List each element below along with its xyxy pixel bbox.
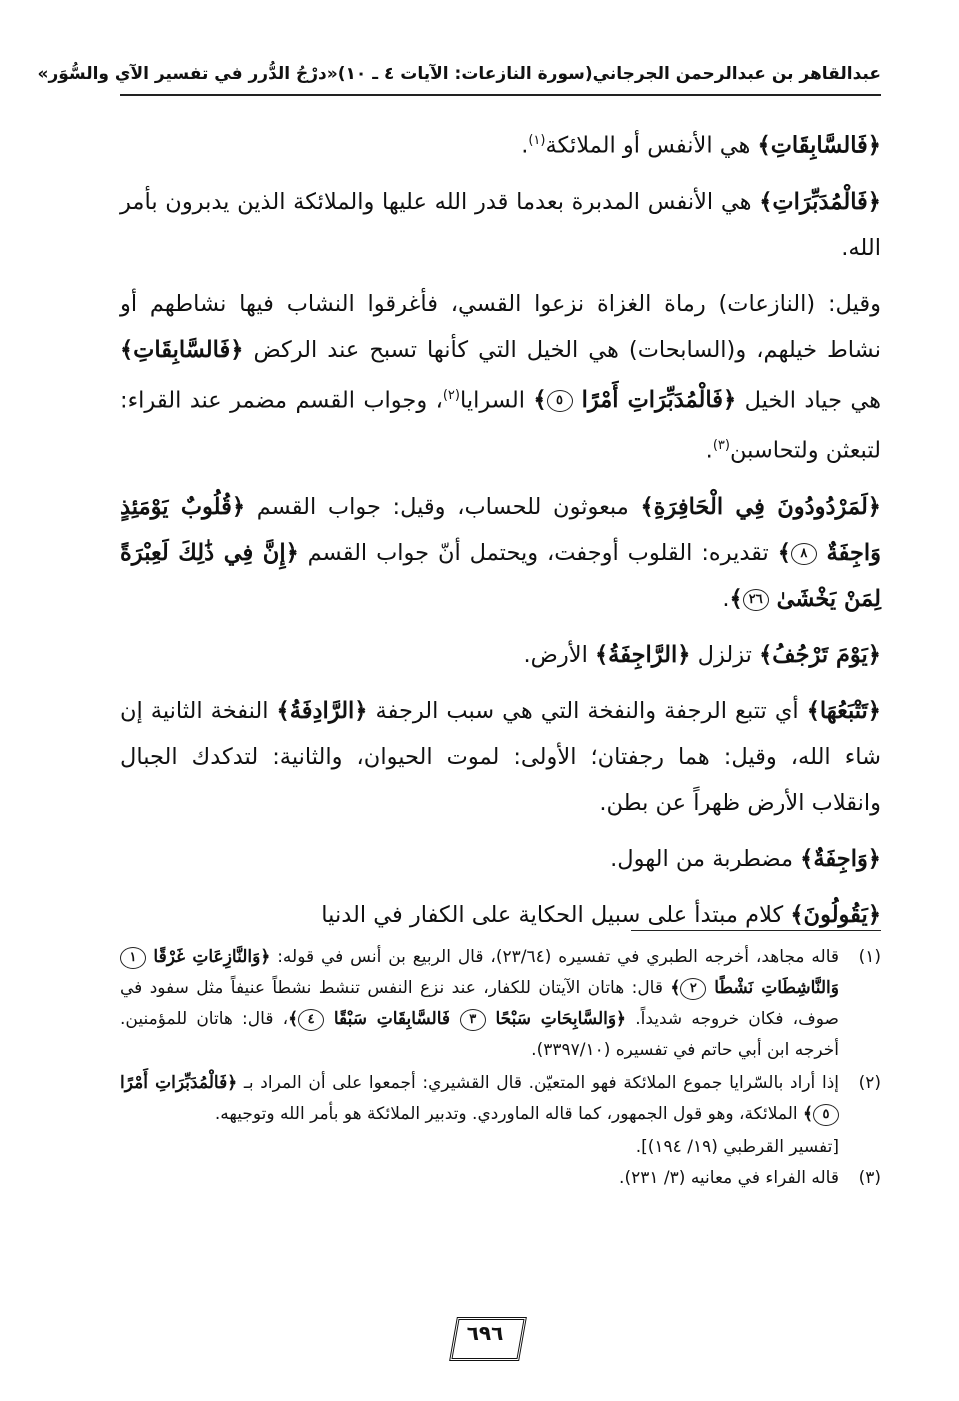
paragraph-text: تقديره: القلوب أوجفت، ويحتمل أنّ جواب القسم [298, 539, 778, 566]
paragraph-text: النفخة الثانية إن شاء الله، وقيل: هما رجفتان؛ الأولى: لموت الحيوان، والثانية: لتدكدك الجبال وانقلاب الأرض ظهراً عن بطن. [120, 697, 881, 816]
quran-quote: ﴿وَاجِفَةٌ﴾ [800, 845, 881, 872]
footnote-ref: (٢) [442, 387, 460, 403]
footnote-divider [631, 930, 881, 931]
paragraph-text: ، وجواب القسم مضمر عند القراء: لتبعثن ولتحاسبن [120, 387, 881, 464]
footnote-number: (٣) [858, 1168, 881, 1188]
paragraph-text: هي الأنفس المدبرة بعدما قدر الله عليها والملائكة الذين يدبرون بأمر الله. [120, 188, 881, 261]
quran-quote: ﴿تَتْبَعُهَا﴾ [806, 697, 881, 724]
quran-quote-text: ﴿قُلُوبٌ يَوْمَئِذٍ وَاجِفَةٌ [120, 493, 881, 566]
quran-quote: ﴿يَقُولُونَ﴾ [790, 901, 881, 928]
footnote-span: ، قال: هاتان للمؤمنين. أخرجه ابن أبي حاتم في تفسيره (٣٣٩٧/١٠). [120, 1009, 839, 1060]
paragraph [120, 484, 881, 622]
footnote-citation: [تفسير القرطبي (١٩/ ١٩٤)]. [635, 1137, 839, 1157]
quran-quote: ﴿فَالسَّابِقَاتِ﴾ [120, 336, 244, 363]
footnote [120, 1068, 881, 1130]
paragraph [120, 179, 881, 271]
footnote-text [120, 942, 839, 1066]
header-author: عبدالقاهر بن عبدالرحمن الجرجاني [592, 64, 881, 84]
running-header [37, 58, 881, 90]
quran-quote: ﴿لَمَرْدُودُونَ فِي الْحَافِرَةِ﴾ [640, 493, 881, 520]
verse-number-marker: ٥ [813, 1104, 839, 1126]
paragraph-text: . [705, 437, 713, 464]
verse-number-marker: ٢٦ [743, 589, 769, 611]
quran-bracket: ﴾ [533, 387, 547, 413]
footnote-text: قاله الفراء في معانيه (٣/ ٢٣١). [619, 1168, 839, 1188]
quran-quote-text: ﴿وَالنَّازِعَاتِ غَرْقًا [153, 947, 271, 967]
quran-quote [533, 387, 736, 413]
quran-quote [288, 1009, 626, 1029]
main-text [120, 118, 881, 948]
quran-quote: ﴿فَالْمُدَبِّرَاتِ﴾ [759, 188, 881, 215]
quran-quote: ﴿يَوْمَ تَرْجُفُ﴾ [759, 641, 881, 668]
paragraph-text: . [722, 585, 730, 612]
quran-bracket: ﴾ [729, 585, 743, 612]
footnote-span: قال: هاتان الآيتان للكفار، عند نزع النفس تنشط نشطاً عنيفاً مثل سفود في صوف، فكان خروجه شديداً. [120, 978, 839, 1029]
paragraph-text: الأرض. [523, 641, 595, 668]
paragraph-text: كلام مبتدأ على سبيل الحكاية على الكفار في الدنيا [321, 901, 791, 928]
paragraph-text: هي الأنفس أو الملائكة [545, 132, 758, 159]
quran-quote-text: وَالنَّاشِطَاتِ نَشْطًا [714, 978, 839, 998]
verse-number-marker: ٨ [791, 543, 817, 565]
quran-quote: ﴿الرَّادِفَةُ﴾ [276, 697, 368, 724]
paragraph-text: أي تتبع الرجفة والنفخة التي هي سبب الرجفة [367, 697, 807, 724]
quran-quote-text: ﴿وَالسَّابِحَاتِ سَبْحًا [495, 1009, 627, 1029]
verse-number-marker: ٤ [298, 1009, 324, 1031]
footnote [120, 942, 881, 1066]
footnotes [120, 942, 881, 1196]
quran-quote: ﴿الرَّاجِفَةُ﴾ [594, 641, 691, 668]
quran-bracket: ﴾ [288, 1009, 299, 1029]
header-surah: (سورة النازعات: الآيات ٤ ـ ١٠) [337, 64, 593, 84]
page-number-ornament [445, 1313, 525, 1359]
quran-quote: ﴿فَالسَّابِقَاتِ﴾ [757, 132, 881, 159]
paragraph [120, 281, 881, 474]
footnote-span: الملائكة، وهو قول الجمهور، كما قاله الماوردي. وتدبير الملائكة هو بأمر الله وتوجيهه. [214, 1104, 804, 1124]
quran-bracket: ﴾ [803, 1104, 813, 1124]
header-book-title: «درْجُ الدُّرر في تفسير الآي والسُّوَر» [37, 64, 338, 84]
paragraph-text: وقيل: (النازعات) رماة الغزاة نزعوا القسي، فأغرقوا النشاب فيها نشاطهم أو نشاط خيلهم، و(السابحات) هي الخيل التي كأنها تسبح عند الركض [120, 290, 881, 363]
quran-bracket: ﴾ [777, 539, 791, 566]
paragraph-text: مبعوثون للحساب، وقيل: جواب القسم [245, 493, 641, 520]
paragraph-text: السرايا [459, 387, 534, 413]
verse-number-marker: ١ [120, 947, 146, 969]
quran-quote-text: ﴿فَالْمُدَبِّرَاتِ أَمْرًا [120, 1073, 238, 1093]
quran-quote-text: فَالسَّابِقَاتِ سَبْقًا [333, 1009, 460, 1029]
verse-number-marker: ٣ [460, 1009, 486, 1031]
footnote [120, 1163, 881, 1194]
paragraph-text: . [521, 132, 529, 159]
quran-quote-text: ﴿فَالْمُدَبِّرَاتِ أَمْرًا [581, 387, 737, 413]
quran-quote-text: ﴿إِنَّ فِي ذَٰلِكَ لَعِبْرَةً لِمَنْ يَخْشَىٰ [120, 539, 881, 612]
page-number: ٦٩٦ [466, 1321, 504, 1345]
quran-bracket: ﴾ [670, 978, 681, 998]
footnote-ref: (١) [528, 133, 546, 148]
paragraph-text: تزلزل [690, 641, 760, 668]
footnote-text [120, 1068, 839, 1130]
verse-number-marker: ٢ [680, 978, 706, 1000]
paragraph-text: هي جياد الخيل [736, 387, 881, 413]
footnote-number: (٢) [858, 1073, 881, 1093]
header-divider [120, 94, 881, 96]
footnote-span: قاله مجاهد، أخرجه الطبري في تفسيره (٢٣/٦٤)، قال الربيع بن أنس في قوله: [270, 947, 840, 967]
footnote-ref: (٣) [712, 438, 730, 453]
paragraph [120, 688, 881, 826]
paragraph [120, 118, 881, 169]
footnote-span: إذا أراد بالسّرايا جموع الملائكة فهو المتعيّن. قال القشيري: أجمعوا على أن المراد بـ [237, 1073, 839, 1093]
paragraph [120, 836, 881, 882]
paragraph [120, 632, 881, 678]
paragraph-text: مضطربة من الهول. [610, 845, 801, 872]
verse-number-marker: ٥ [547, 390, 573, 412]
footnote-number: (١) [858, 947, 881, 967]
